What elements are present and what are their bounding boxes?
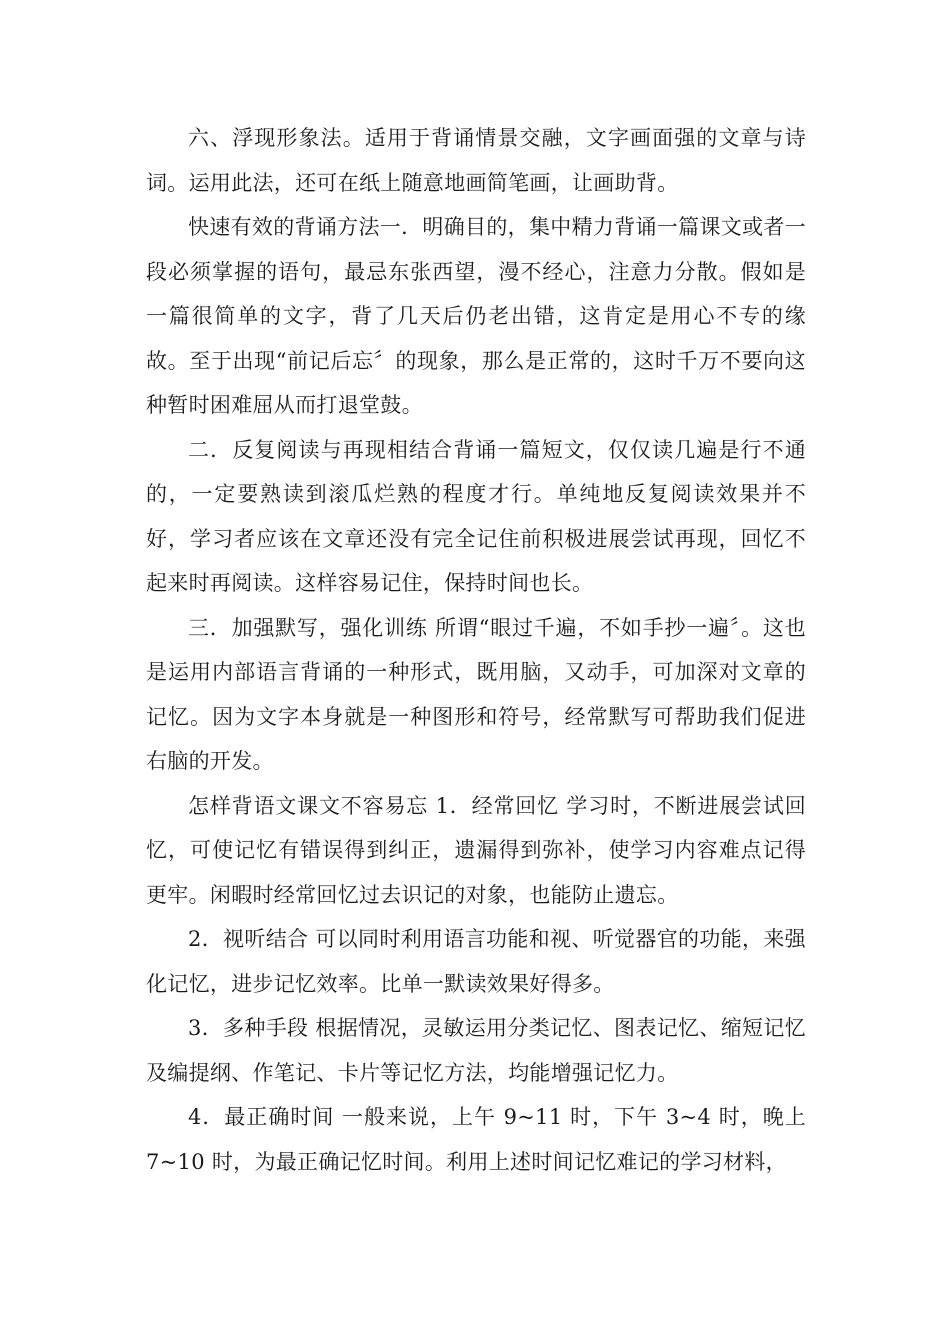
paragraph-clear-goal: 快速有效的背诵方法一．明确目的，集中精力背诵一篇课文或者一段必须掌握的语句，最忌东张西望，漫不经心，注意力分散。假如是一篇很简单的文字，背了几天后仍老出错，这肯定是用心不专的缘故。至于出现“前记后忘〞的现象，那么是正常的，这时千万不要向这种暂时困难屈从而打退堂鼓。: [146, 215, 806, 417]
document-body: [146, 116, 806, 1184]
paragraph-frequent-recall: 怎样背语文课文不容易忘 1．经常回忆 学习时，不断进展尝试回忆，可使记忆有错误得到纠正，遗漏得到弥补，使学习内容难点记得更牢。闲暇时经常回忆过去识记的对象，也能防止遗忘。: [146, 793, 806, 907]
paragraph-audio-visual: 2．视听结合 可以同时利用语言功能和视、听觉器官的功能，来强化记忆，进步记忆效率。比单一默读效果好得多。: [146, 927, 806, 996]
paragraph-method-six: 六、浮现形象法。适用于背诵情景交融，文字画面强的文章与诗词。运用此法，还可在纸上随意地画简笔画，让画助背。: [146, 126, 806, 195]
paragraph-dictation: 三．加强默写，强化训练 所谓“眼过千遍，不如手抄一遍〞。这也是运用内部语言背诵的一种形式，既用脑，又动手，可加深对文章的记忆。因为文字本身就是一种图形和符号，经常默写可帮助我们促进右脑的开发。: [146, 615, 806, 773]
paragraph-best-time: 4．最正确时间 一般来说，上午 9~11 时，下午 3~4 时，晚上 7~10 时，为最正确记忆时间。利用上述时间记忆难记的学习材料，: [146, 1105, 806, 1174]
paragraph-repeat-reading: 二．反复阅读与再现相结合背诵一篇短文，仅仅读几遍是行不通的，一定要熟读到滚瓜烂熟的程度才行。单纯地反复阅读效果并不好，学习者应该在文章还没有完全记住前积极进展尝试再现，回忆不起来时再阅读。这样容易记住，保持时间也长。: [146, 437, 806, 595]
paragraph-multiple-means: 3．多种手段 根据情况，灵敏运用分类记忆、图表记忆、缩短记忆及编提纲、作笔记、卡片等记忆方法，均能增强记忆力。: [146, 1016, 806, 1085]
